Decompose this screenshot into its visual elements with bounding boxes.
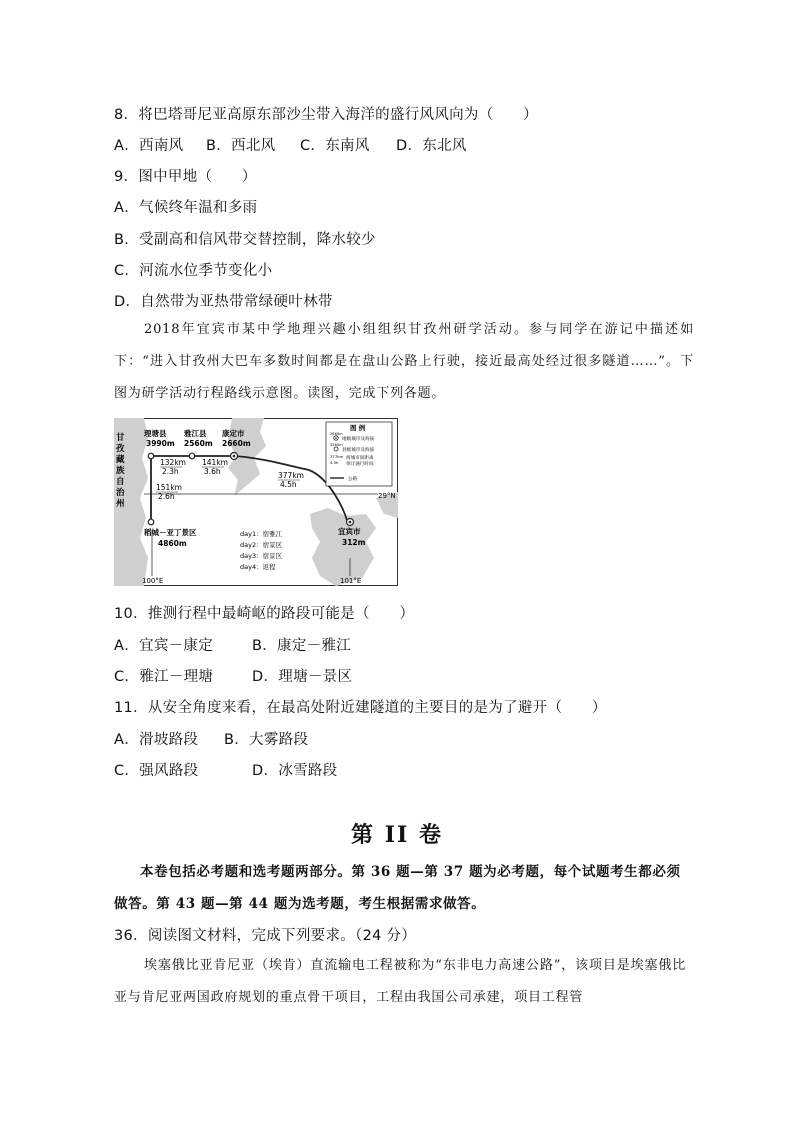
svg-text:藏: 藏	[116, 455, 125, 465]
daocheng-marker	[148, 519, 154, 525]
map-legend	[326, 422, 392, 486]
svg-text:377km: 377km	[330, 454, 344, 459]
q10-option-c[interactable]: C．雅江－理塘	[114, 669, 214, 685]
q10-option-d[interactable]: D．理塘－景区	[252, 669, 353, 685]
kangding-name: 康定市	[222, 429, 245, 438]
svg-text:地级城市及海拔: 地级城市及海拔	[342, 437, 375, 442]
svg-text:公路: 公路	[348, 477, 358, 482]
svg-text:day4：返程: day4：返程	[240, 563, 276, 571]
litang-name: 理塘县	[144, 429, 167, 438]
svg-text:自: 自	[116, 477, 125, 487]
svg-text:day3：宿景区: day3：宿景区	[240, 552, 283, 560]
q9-option-b[interactable]: B．受副高和信风带交替控制，降水较少	[114, 232, 376, 248]
q8-option-b[interactable]: B．西北风	[206, 138, 276, 154]
q8-option-a[interactable]: A．西南风	[114, 138, 184, 154]
svg-text:2560m: 2560m	[330, 443, 343, 447]
kangding-alt: 2660m	[222, 439, 251, 448]
seg2-dist: 141km	[202, 458, 228, 467]
svg-text:2660m: 2660m	[330, 432, 343, 436]
seg2-time: 3.6h	[204, 467, 221, 476]
q10-option-a[interactable]: A．宜宾－康定	[114, 638, 214, 654]
seg3-time: 4.5h	[280, 480, 297, 489]
seg4-dist: 151km	[156, 483, 182, 492]
litang-alt: 3990m	[146, 439, 175, 448]
q11-option-c[interactable]: C．强风路段	[114, 763, 199, 779]
lat-label: 29°N	[378, 492, 396, 500]
svg-text:day1：宿雅江: day1：宿雅江	[240, 530, 283, 538]
seg1-dist: 132km	[160, 458, 186, 467]
daocheng-name: 稻城－亚丁景区	[144, 528, 197, 537]
svg-text:day2：宿景区: day2：宿景区	[240, 541, 283, 549]
q8-stem: 8．将巴塔哥尼亚高原东部沙尘带入海洋的盛行风风向为（ ）	[114, 107, 538, 123]
q10-options-row1	[114, 634, 351, 655]
q9-stem: 9．图中甲地（ ）	[114, 169, 257, 185]
svg-text:甘: 甘	[116, 433, 125, 443]
yajiang-marker	[189, 453, 195, 459]
daocheng-alt: 4860m	[158, 539, 187, 548]
svg-text:治: 治	[116, 488, 125, 498]
svg-text:4.5h: 4.5h	[330, 460, 339, 465]
seg3-dist: 377km	[278, 471, 304, 480]
lon-label-101: 101°E	[340, 577, 362, 585]
q11-options-row1	[114, 728, 308, 749]
litang-marker	[148, 453, 154, 459]
yajiang-name: 雅江县	[184, 429, 207, 438]
q8-option-c[interactable]: C．东南风	[300, 138, 370, 154]
route-map	[114, 418, 398, 586]
svg-text:族: 族	[116, 466, 125, 476]
q11-stem: 11．从安全角度来看，在最高处附近建隧道的主要目的是为了避开（ ）	[114, 700, 607, 716]
q9-option-d[interactable]: D．自然带为亚热带常绿硬叶林带	[114, 294, 333, 310]
q36-stem: 36．阅读图文材料，完成下列要求。（24 分）	[114, 928, 417, 944]
lon-label-100: 100°E	[142, 577, 164, 585]
q36-text: 埃塞俄比亚肯尼亚（埃肯）直流输电工程被称为“东非电力高速公路”，该项目是埃塞俄比亚与肯尼亚两国政府规划的重点骨干项目，工程由我国公司承建，项目工程管	[114, 958, 686, 1005]
q10-option-b[interactable]: B．康定－雅江	[252, 638, 352, 654]
q11-option-b[interactable]: B．大雾路段	[224, 732, 309, 748]
yajiang-alt: 2560m	[184, 439, 213, 448]
section-note: 本卷包括必考题和选考题两部分。第 36 题—第 37 题为必考题，每个试题考生都必须做答。第 43 题—第 44 题为选考题，考生根据需求做答。	[114, 864, 681, 912]
q9-option-c[interactable]: C．河流水位季节变化小	[114, 263, 273, 279]
svg-text:州: 州	[116, 499, 125, 509]
svg-text:县级城市及海拔: 县级城市及海拔	[342, 448, 375, 453]
svg-text:孜: 孜	[116, 444, 125, 454]
section-title: 第 II 卷	[351, 822, 443, 848]
q10-stem: 10．推测行程中最崎岖的路段可能是（ ）	[114, 606, 415, 622]
svg-text:两城市间距离: 两城市间距离	[346, 456, 374, 461]
intro-paragraph: 2018年宜宾市某中学地理兴趣小组组织甘孜州研学活动。参与同学在游记中描述如下：“进入甘孜州大巴车多数时间都是在盘山公路上行驶，接近最高处经过很多隧道……”。下图为研学活动行程路线示意图。读图，完成下列各题。	[114, 322, 694, 401]
svg-text:图 例: 图 例	[350, 424, 366, 432]
region-label	[115, 432, 125, 509]
q11-options-row2	[114, 759, 337, 780]
q8-options	[114, 134, 467, 155]
q11-option-a[interactable]: A．滑坡路段	[114, 732, 199, 748]
yibin-alt: 312m	[342, 538, 366, 547]
q8-option-d[interactable]: D．东北风	[396, 138, 467, 154]
seg4-time: 2.6h	[158, 492, 175, 501]
q11-option-d[interactable]: D．冰雪路段	[252, 763, 338, 779]
q10-options-row2	[114, 665, 352, 686]
yibin-name: 宜宾市	[338, 527, 361, 536]
seg1-time: 2.3h	[162, 467, 179, 476]
svg-text:预计通行时间: 预计通行时间	[346, 462, 374, 467]
q9-option-a[interactable]: A．气候终年温和多雨	[114, 200, 258, 216]
